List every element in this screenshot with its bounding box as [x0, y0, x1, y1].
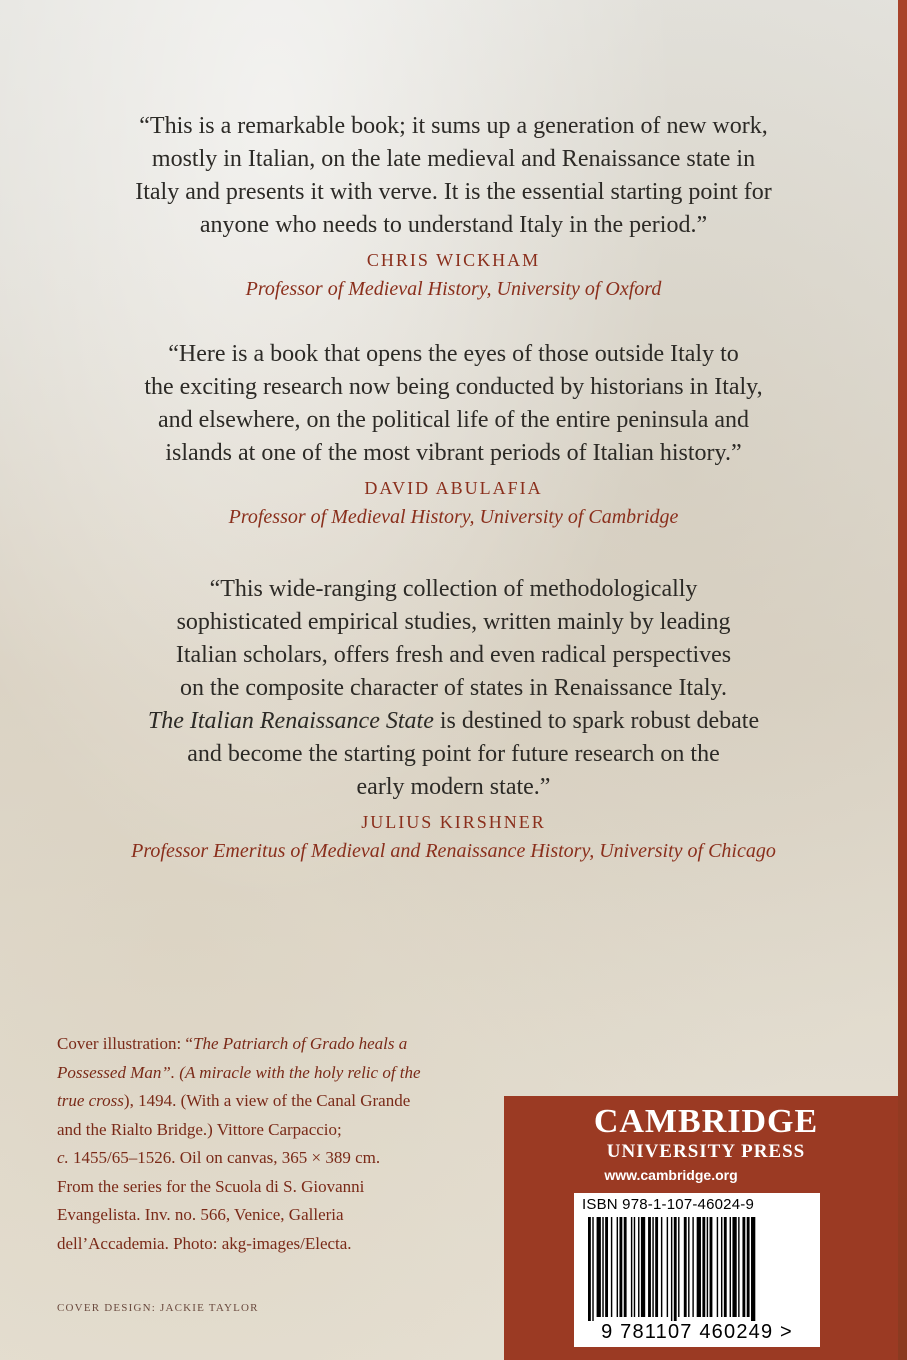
blurb-wickham	[0, 110, 907, 304]
credit-italic: true cross	[57, 1091, 124, 1110]
quote-line: Italian scholars, offers fresh and even radical perspectives	[175, 642, 732, 668]
credit-text: Cover illustration: “	[57, 1034, 193, 1053]
credit-italic: c.	[57, 1148, 69, 1167]
barcode-digits: 9 781107 460249 >	[601, 1321, 793, 1343]
credit-text: 1455/65–1526. Oil on canvas, 365 × 389 cm.	[68, 1148, 381, 1167]
quote-line: early modern state.”	[356, 774, 551, 800]
credit-italic: The Patriarch of Grado heals a	[192, 1034, 408, 1053]
quote-line: and become the starting point for future research on the	[187, 741, 720, 767]
isbn-label: ISBN 978-1-107-46024-9	[582, 1196, 755, 1213]
blurb-kirshner	[0, 573, 907, 866]
credit-italic: Possessed Man”. (A miracle with the holy relic of the	[57, 1062, 421, 1082]
credit-text: ), 1494. (With a view of the Canal Grande	[123, 1091, 411, 1110]
credit-text: and the Rialto Bridge.) Vittore Carpaccio;	[57, 1119, 342, 1139]
quote-line: “Here is a book that opens the eyes of those outside Italy to	[168, 341, 739, 367]
quote-line: anyone who needs to understand Italy in the period.”	[199, 212, 708, 238]
quote-line: and elsewhere, on the political life of the entire peninsula and	[157, 407, 750, 433]
quote-line: “This is a remarkable book; it sums up a generation of new work,	[139, 113, 768, 139]
blurb-abulafia	[0, 338, 907, 532]
quote-line: on the composite character of states in Renaissance Italy.	[180, 675, 727, 701]
credit-text: Evangelista. Inv. no. 566, Venice, Galleria	[57, 1205, 344, 1224]
credit-text: dell’Accademia. Photo: akg-images/Electa.	[57, 1233, 352, 1253]
quote-line: “This wide-ranging collection of methodologically	[209, 576, 698, 602]
blurb-quote	[0, 110, 907, 242]
quote-line: Italy and presents it with verve. It is the essential starting point for	[135, 179, 772, 205]
blurb-affiliation: Professor of Medieval History, University of Oxford	[245, 278, 662, 300]
publisher-name: CAMBRIDGE	[593, 1103, 819, 1140]
isbn-barcode	[574, 1193, 820, 1347]
blurb-quote	[0, 573, 907, 804]
cover-illustration-credit	[57, 1030, 477, 1258]
quote-line: islands at one of the most vibrant periods of Italian history.”	[165, 440, 742, 466]
quote-line	[148, 708, 759, 734]
quote-line: the exciting research now being conducted by historians in Italy,	[144, 374, 763, 400]
blurb-author: JULIUS KIRSHNER	[361, 812, 546, 832]
blurb-quote	[0, 338, 907, 470]
blurb-author: DAVID ABULAFIA	[364, 478, 543, 498]
barcode-icon	[584, 1217, 810, 1321]
blurb-affiliation: Professor of Medieval History, University of Cambridge	[228, 506, 679, 528]
publisher-subtitle: UNIVERSITY PRESS	[606, 1141, 806, 1162]
quote-line: sophisticated empirical studies, written mainly by leading	[176, 609, 731, 635]
blurb-affiliation: Professor Emeritus of Medieval and Renaissance History, University of Chicago	[131, 840, 776, 862]
book-title: The Italian Renaissance State	[147, 708, 434, 734]
credit-text: From the series for the Scuola di S. Giovanni	[57, 1176, 365, 1196]
quote-line-rest: is destined to spark robust debate	[433, 708, 760, 734]
publisher-url: www.cambridge.org	[604, 1167, 738, 1183]
blurb-author: CHRIS WICKHAM	[366, 250, 541, 270]
quote-line: mostly in Italian, on the late medieval and Renaissance state in	[151, 146, 756, 172]
cover-design-credit: COVER DESIGN: JACKIE TAYLOR	[57, 1302, 259, 1314]
